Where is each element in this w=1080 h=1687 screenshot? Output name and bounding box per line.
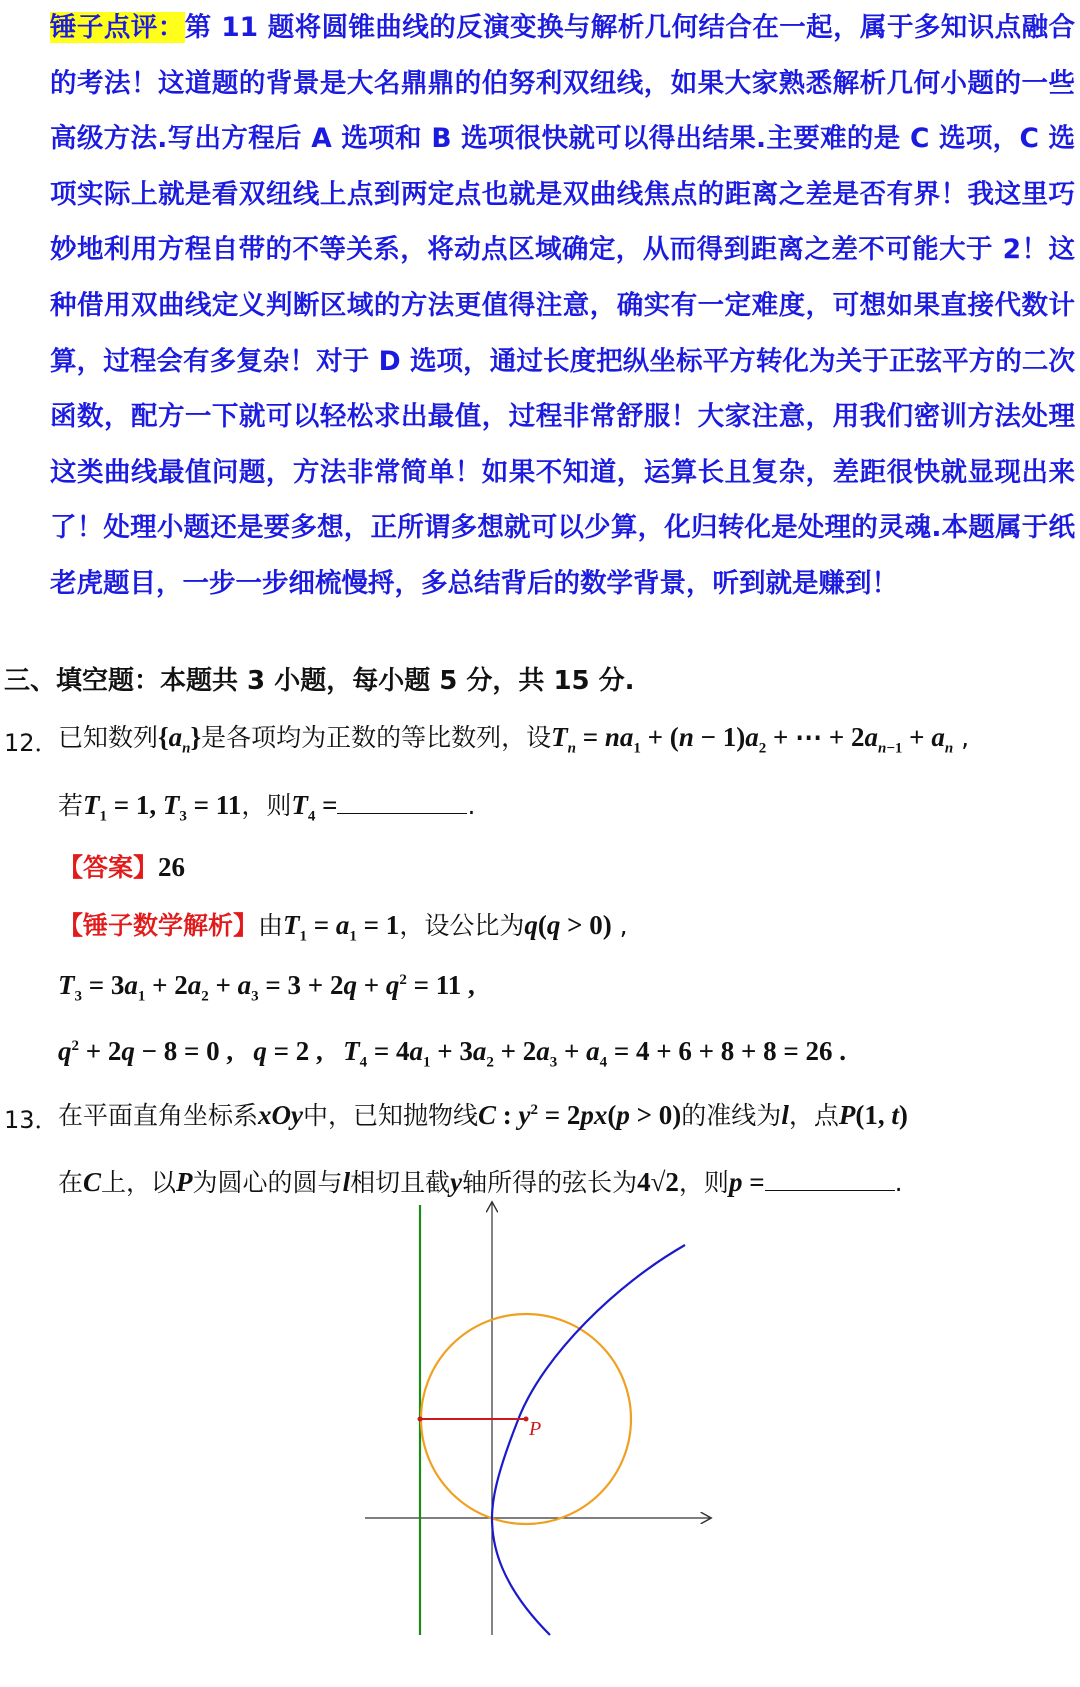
q12-line2: 若$T_1 = 1$, $T_3 = 11$，则$T_4$ = .	[58, 790, 476, 825]
q12-seq: $\{a_n\}$	[158, 722, 202, 757]
q12-Tn-formula: $T_n = na_1 + (n - 1)a_2$ + ⋯ + $2a_{n-1} + a_n$	[551, 722, 954, 757]
q12-answer: 26	[158, 852, 186, 882]
q12-analysis-label: 【锤子数学解析】	[58, 911, 259, 940]
section-heading: 三、填空题：本题共 3 小题，每小题 5 分，共 15 分.	[4, 666, 635, 696]
q13-text2: 中，已知抛物线	[303, 1101, 479, 1130]
q13-text10: ，则	[678, 1168, 729, 1197]
q13-l2: l	[342, 1167, 351, 1197]
q12-eq2: $T_3 = 3a_1 + 2a_2 + a_3 = 3 + 2q + q^2 = 11$ ,	[58, 970, 475, 1005]
q13-text6: 上，以	[101, 1168, 177, 1197]
q12-answer-line	[58, 848, 185, 884]
q12-number: 12．	[4, 729, 59, 757]
q13-text3: 的准线为	[681, 1101, 782, 1130]
commentary-text: 第 11 题将圆锥曲线的反演变换与解析几何结合在一起，属于多知识点融合的考法！这道题的背景是大名鼎鼎的伯努利双纽线，如果大家熟悉解析几何小题的一些高级方法.写出方程后 A 选项和 B 选项很快就可以得出结果.主要难的是 C 选项，C 选项实际上就是看双纽线上点到两定点也就是双曲线焦点的距离之差是否有界！我这里巧妙地利用方程自带的不等关系，将动点区域确定，从而得到距离之差不可能大于 2！这种借用双曲线定义判断区域的方法更值得注意，确实有一定难度，可想如果直接代数计算，过程会有多复杂！对于 D 选项，通过长度把纵坐标平方转化为关于正弦平方的二次函数，配方一下就可以轻松求出最值，过程非常舒服！大家注意，用我们密训方法处理这类曲线最值问题，方法非常简单！如果不知道，运算长且复杂，差距很快就显现出来了！处理小题还是要多想，正所谓多想就可以少算，化归转化是处理的灵魂.本题属于纸老虎题目，一步一步细梳慢捋，多总结背后的数学背景，听到就是赚到！	[50, 12, 1075, 599]
q12-given: $T_1 = 1$, $T_3 = 11$	[83, 790, 242, 825]
q12-text2: 是各项均为正数的等比数列，设	[201, 723, 552, 752]
point-P-label: P	[529, 1418, 542, 1440]
q12-a1: 由	[258, 911, 284, 940]
q13-text9: 轴所得的弦长为	[462, 1168, 638, 1197]
commentary	[50, 0, 1075, 612]
q13-number: 13．	[4, 1106, 59, 1134]
q12-text1: 已知数列	[58, 723, 159, 752]
q13-text1: 在平面直角坐标系	[58, 1101, 259, 1130]
q12-text3: 若	[58, 791, 84, 820]
q13-line1	[58, 1096, 908, 1132]
q13-l: l	[781, 1100, 789, 1130]
point-P	[524, 1417, 529, 1422]
tangent-point	[418, 1417, 423, 1422]
q12-text4: ，则	[241, 791, 292, 820]
q13-parabola: C : $y^2 = 2px(p > 0)$	[478, 1100, 682, 1130]
q12-eq1: $T_1 = a_1 = 1$	[283, 910, 400, 945]
q13-text8: 相切且截	[350, 1168, 451, 1197]
q12-eq3: $q^2 + 2q - 8 = 0$ , q = 2 , $T_4 = 4a_1 + 3a_2 + 2a_3 + a_4 = 4 + 6 + 8 + 8 = 26$ .	[58, 1036, 847, 1071]
q12-T4: $T_4$ =	[291, 790, 338, 825]
q13-text5: 在	[58, 1168, 84, 1197]
q12-line1: 已知数列$\{a_n\}$是各项均为正数的等比数列，设$T_n = na_1 + (n - 1)a_2$ + ⋯ + $2a_{n-1} + a_n$ ,	[58, 722, 970, 757]
q13-blank	[765, 1170, 895, 1191]
q12-q: q(q > 0)	[524, 910, 612, 940]
q13-point: P(1, t)	[838, 1100, 908, 1130]
q12-blank	[337, 793, 467, 814]
q12-answer-label: 【答案】	[58, 853, 159, 882]
q13-figure	[355, 1195, 725, 1640]
q12-a2: ，设公比为	[399, 911, 525, 940]
q13-text7: 为圆心的圆与	[192, 1168, 343, 1197]
q13-line2: 在C上，以P为圆心的圆与l相切且截y轴所得的弦长为4√2，则p = .	[58, 1167, 903, 1197]
q13-y: y	[450, 1167, 463, 1197]
q12-analysis-line1: 【锤子数学解析】由$T_1 = a_1 = 1$，设公比为q(q > 0) ,	[58, 910, 628, 945]
q13-xOy: xOy	[258, 1100, 303, 1130]
q13-chord: 4√2	[637, 1167, 679, 1197]
q13-P: P	[176, 1167, 193, 1197]
q13-p: p =	[728, 1167, 765, 1197]
parabola-curve	[492, 1245, 685, 1635]
commentary-label: 锤子点评：	[50, 12, 185, 43]
q13-text4: ，点	[788, 1101, 839, 1130]
q13-C: C	[83, 1167, 102, 1197]
